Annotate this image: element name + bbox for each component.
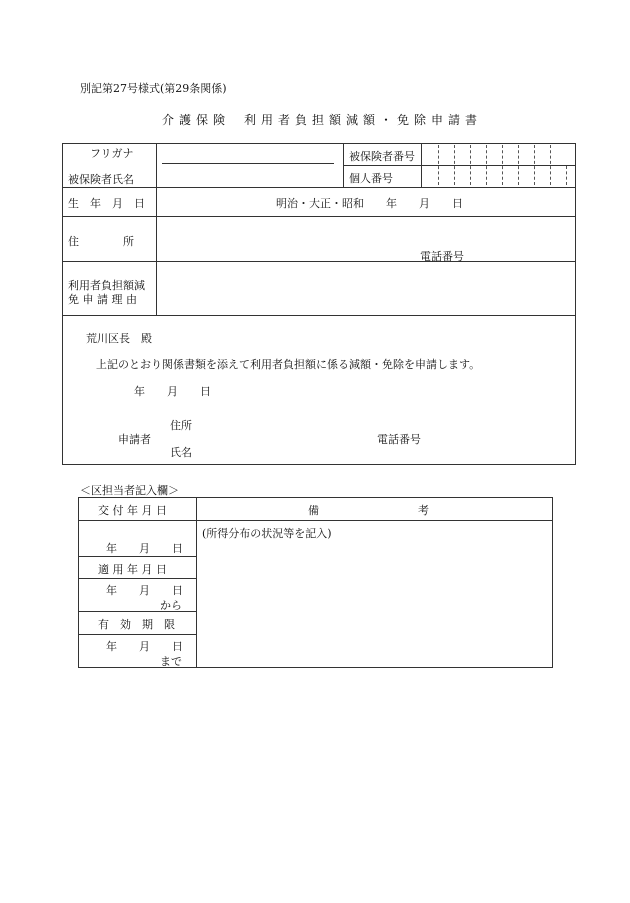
address-field[interactable] [158, 218, 574, 260]
issue-date-label: 交 付 年 月 日 [98, 504, 167, 517]
validity-label: 有 効 期 限 [98, 618, 175, 631]
apply-date-label: 適 用 年 月 日 [98, 563, 167, 576]
birth-date-label: 生 年 月 日 [68, 197, 145, 210]
validity-date-value[interactable]: 年 月 日 [106, 640, 183, 653]
furigana-input-line[interactable] [162, 163, 334, 164]
validity-until-label: まで [160, 655, 182, 668]
birth-date-value[interactable]: 明治・大正・昭和 年 月 日 [276, 197, 463, 210]
form-number: 別記第27号様式(第29条関係) [80, 82, 227, 95]
addressee: 荒川区長 殿 [86, 332, 152, 345]
remarks-label: 備 考 [308, 504, 429, 517]
declaration-date[interactable]: 年 月 日 [134, 385, 211, 398]
issue-date-value[interactable]: 年 月 日 [106, 542, 183, 555]
applicant-phone-label: 電話番号 [377, 433, 421, 446]
phone-label: 電話番号 [420, 250, 464, 263]
form-title-right: 利用者負担額減額・免除申請書 [244, 113, 483, 127]
reason-label-line2: 免 申 請 理 由 [68, 293, 137, 306]
address-label: 住 所 [68, 235, 134, 248]
office-use-caption: ＜区担当者記入欄＞ [80, 484, 179, 497]
applicant-address-label: 住所 [170, 419, 192, 432]
declaration-statement: 上記のとおり関係書類を添えて利用者負担額に係る減額・免除を申請します。 [96, 358, 481, 371]
furigana-label: フリガナ [90, 147, 134, 160]
insured-name-label: 被保険者氏名 [68, 173, 134, 186]
personal-number-label: 個人番号 [349, 172, 393, 185]
reason-label-line1: 利用者負担額減 [68, 279, 145, 292]
reason-field[interactable] [158, 263, 574, 314]
insured-number-label: 被保険者番号 [349, 150, 415, 163]
personal-number-field[interactable] [422, 166, 575, 186]
applicant-name-label: 氏名 [170, 446, 192, 459]
remarks-field[interactable] [198, 540, 551, 666]
apply-date-value[interactable]: 年 月 日 [106, 584, 183, 597]
apply-from-label: から [160, 599, 182, 612]
insured-number-field[interactable] [422, 144, 575, 164]
remarks-note: (所得分布の状況等を記入) [202, 527, 332, 540]
form-title-left: 介護保険 [162, 113, 231, 127]
applicant-label: 申請者 [118, 433, 151, 446]
